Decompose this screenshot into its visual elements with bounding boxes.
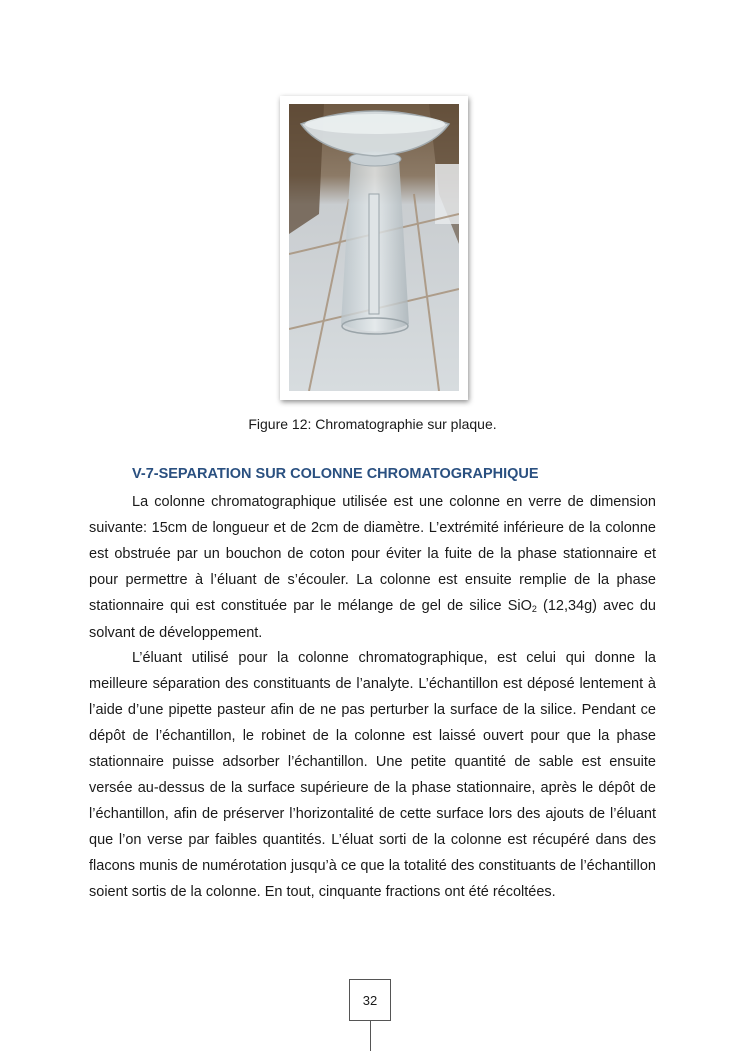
body-text [89,490,656,906]
section-heading: V-7-SEPARATION SUR COLONNE CHROMATOGRAPHIQUE [132,466,539,482]
paragraph-eluant-procedure: L’éluant utilisé pour la colonne chromatographique, est celui qui donne la meilleure séparation des constituants de l’analyte. L’échantillon est déposé lentement à l’aide d’une pipette pasteur afin de ne pas perturber la surface de la silice. Pendant ce dépôt de l’échantillon, le robinet de la colonne est laissé ouvert pour que la phase stationnaire puisse adsorber l’échantillon. Une petite quantité de sable est ensuite versée au-dessus de la surface supérieure de la phase stationnaire, après le dépôt de l’échantillon, afin de préserver l’horizontalité de cette surface lors des ajouts de l’éluant que l’on verse par faibles quantités. L’éluat sorti de la colonne est récupéré dans des flacons munis de numérotation jusqu’à ce que la totalité des constituants de l’échantillon soient sortis de la colonne. En tout, cinquante fractions ont été récoltées. [89,650,656,900]
subscript-2: 2 [531,603,537,614]
figure-caption: Figure 12: Chromatographie sur plaque. [248,416,497,432]
figure-photo-frame [280,96,468,400]
paragraph-1-text: La colonne chromatographique utilisée est une colonne en verre de dimension suivante: 15cm de longueur et de 2cm de diamètre. L’extrémité inférieure de la colonne est obstruée par un bouchon de coton pour éviter la fuite de la phase stationnaire et pour permettre à l’éluant de s’écouler. La colonne est ensuite remplie de la phase stationnaire qui est constituée par le mélange de gel de silice SiO [89,494,656,614]
glass-column-photo [289,104,459,391]
page-number-tick [370,1021,371,1051]
paragraph-column-description [89,490,656,646]
paragraph-1-end: (12,34g) avec du solvant de développement. [89,597,656,641]
page-number: 32 [349,979,391,1021]
